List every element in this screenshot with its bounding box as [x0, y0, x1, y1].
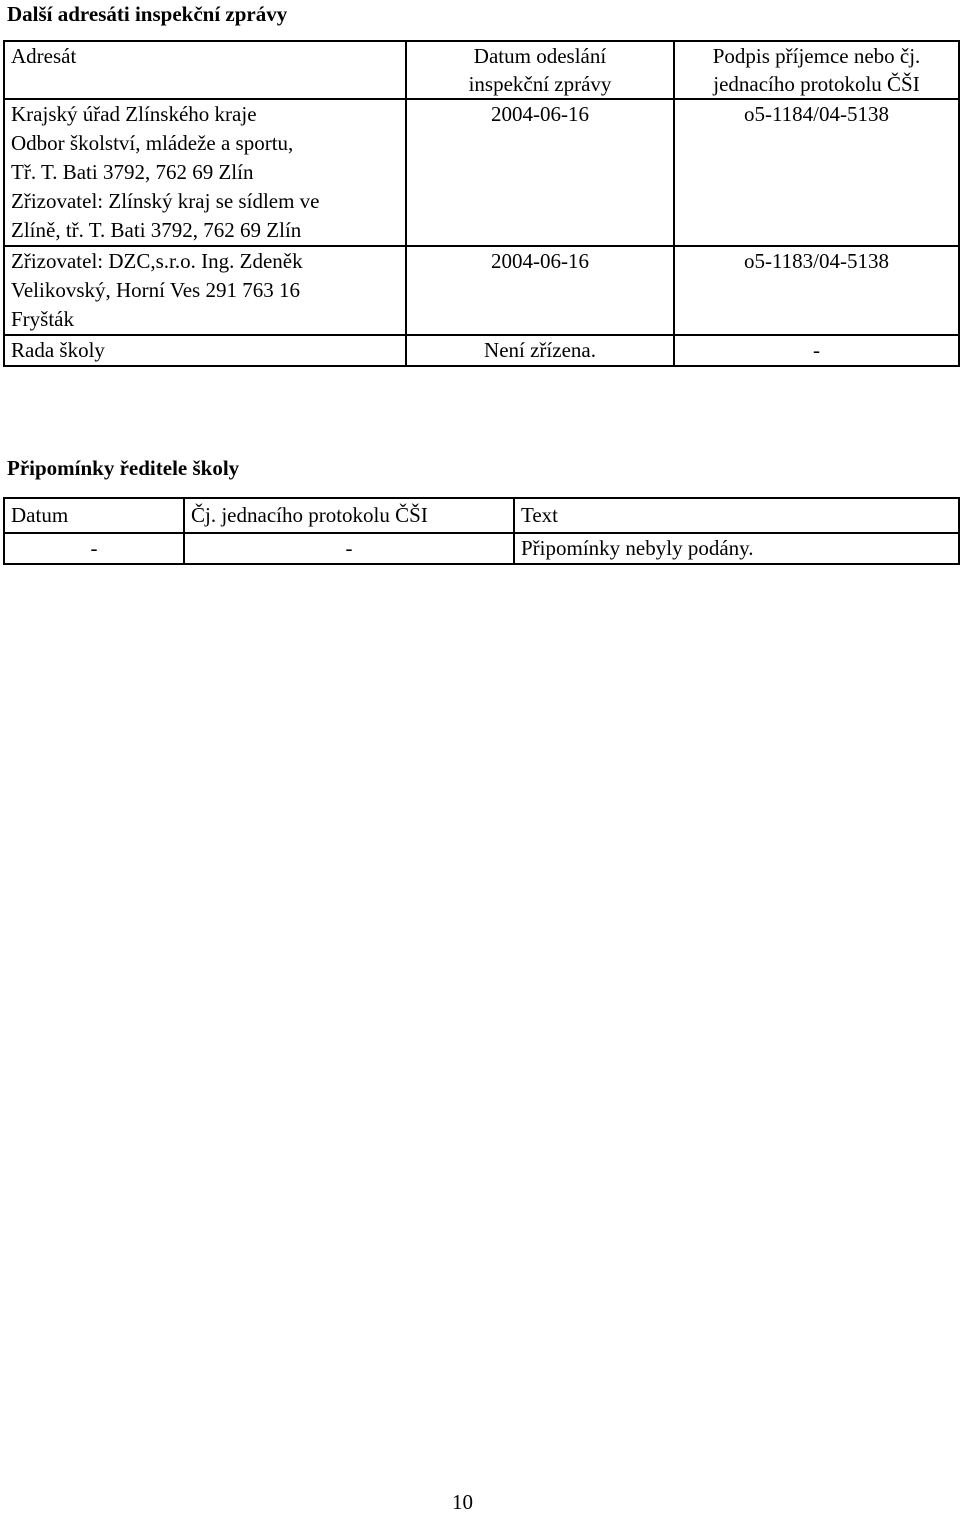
director-comments-table [3, 497, 960, 565]
table-header-row [4, 498, 959, 533]
comment-date-cell: - [4, 533, 184, 564]
reference-cell: o5-1183/04-5138 [674, 246, 959, 335]
header-signature-line: Podpis příjemce nebo čj. [712, 44, 921, 68]
addressee-line: Fryšták [11, 307, 74, 331]
table-row [4, 335, 959, 366]
addressee-line: Zlíně, tř. T. Bati 3792, 762 69 Zlín [11, 218, 302, 242]
addressee-line: Zřizovatel: DZC,s.r.o. Ing. Zdeněk [11, 249, 303, 273]
header-text: Text [514, 498, 959, 533]
header-date-sent [406, 41, 674, 99]
addressees-table [3, 40, 960, 367]
addressee-line: Zřizovatel: Zlínský kraj se sídlem ve [11, 189, 320, 213]
addressee-line: Krajský úřad Zlínského kraje [11, 102, 257, 126]
addressee-line: Odbor školství, mládeže a sportu, [11, 131, 294, 155]
section-title-director-comments: Připomínky ředitele školy [7, 456, 240, 480]
addressee-line: Tř. T. Bati 3792, 762 69 Zlín [11, 160, 254, 184]
date-cell: 2004-06-16 [406, 99, 674, 246]
addressee-line: Velikovský, Horní Ves 291 763 16 [11, 278, 300, 302]
date-cell: Není zřízena. [406, 335, 674, 366]
date-cell: 2004-06-16 [406, 246, 674, 335]
comment-reference-cell: - [184, 533, 514, 564]
addressee-cell [4, 246, 406, 335]
comment-text-cell: Připomínky nebyly podány. [514, 533, 959, 564]
header-addressee [4, 41, 406, 99]
addressee-cell [4, 335, 406, 366]
addressee-line: Rada školy [11, 338, 105, 362]
table-row [4, 99, 959, 246]
header-addressee-label: Adresát [11, 44, 77, 68]
header-reference: Čj. jednacího protokolu ČŠI [184, 498, 514, 533]
page-number: 10 [452, 1490, 473, 1514]
reference-cell: o5-1184/04-5138 [674, 99, 959, 246]
header-signature [674, 41, 959, 99]
table-row [4, 246, 959, 335]
header-signature-line: jednacího protokolu ČŠI [713, 72, 920, 96]
addressee-cell [4, 99, 406, 246]
header-date: Datum [4, 498, 184, 533]
table-header-row [4, 41, 959, 99]
table-row [4, 533, 959, 564]
section-title-addressees: Další adresáti inspekční zprávy [7, 2, 288, 26]
header-date-line: inspekční zprávy [468, 72, 612, 96]
header-date-line: Datum odeslání [473, 44, 607, 68]
reference-cell: - [674, 335, 959, 366]
